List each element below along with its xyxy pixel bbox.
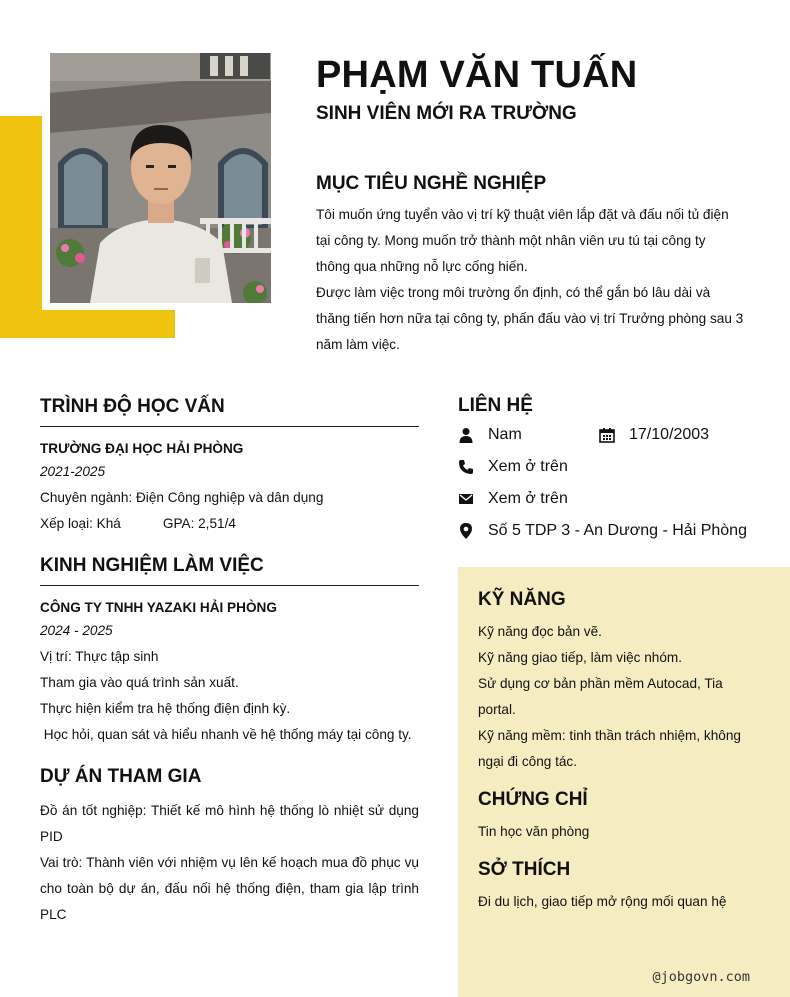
experience-line: Vị trí: Thực tập sinh [40,649,159,664]
objective-line: Tôi muốn ứng tuyển vào vị trí kỹ thuật viên lắp đặt và đấu nối tủ điện [316,207,729,222]
objective-line: thông qua những nỗ lực cống hiến. [316,259,528,274]
projects-heading: DỰ ÁN THAM GIA [40,766,202,787]
gender-value: Nam [488,426,522,443]
mail-icon [458,491,474,507]
education-period: 2021-2025 [40,464,106,479]
objective-line: Được làm việc trong môi trường ổn định, có thể gắn bó lâu dài và [316,285,711,300]
objective-line: tại công ty. Mong muốn trở thành một nhân viên ưu tú tại công ty [316,233,706,248]
skill-item: Kỹ năng giao tiếp, làm việc nhóm. [478,650,683,665]
phone-icon [458,459,474,475]
project-paragraph: Đồ án tốt nghiệp: Thiết kế mô hình hệ thống lò nhiệt sử dụng PID [40,803,419,844]
skill-item: Kỹ năng đọc bản vẽ. [478,624,602,639]
project-paragraph: Vai trò: Thành viên với nhiệm vụ lên kế hoạch mua đồ phục vụ cho toàn bộ dự án, đấu nối hệ thống điện, tham gia lập trình PLC [40,855,419,922]
experience-line: Tham gia vào quá trình sản xuất. [40,675,239,690]
email-value: Xem ở trên [488,490,568,507]
experience-line: Thực hiện kiểm tra hệ thống điện định kỳ. [40,701,291,716]
objective-line: thăng tiến hơn nữa tại công ty, phấn đấu vào vị trí Trưởng phòng sau 3 [316,311,744,326]
projects-section [40,766,419,928]
experience-section [40,555,419,748]
education-section [40,396,419,537]
education-grade-row [40,511,419,537]
hobby-item: Đi du lịch, giao tiếp mở rộng mối quan hệ [478,894,727,909]
candidate-role: SINH VIÊN MỚI RA TRƯỜNG [316,103,577,124]
company-name: CÔNG TY TNHH YAZAKI HẢI PHÒNG [40,600,277,615]
contact-address [458,522,747,540]
calendar-icon [599,427,615,443]
objective-heading: MỤC TIÊU NGHỀ NGHIỆP [316,173,547,194]
accent-bar-horizontal [0,310,175,338]
birthday-value: 17/10/2003 [629,426,710,443]
skills-heading: KỸ NĂNG [478,589,566,610]
certificate-item: Tin học văn phòng [478,824,590,839]
objective-text [316,202,756,358]
accent-bar-vertical [0,116,42,338]
certificates-block [478,789,750,845]
watermark: @jobgovn.com [652,969,750,985]
education-rank: Xếp loại: Khá [40,516,121,531]
skill-item: Kỹ năng mềm: tinh thần trách nhiệm, không ngại đi công tác. [478,728,741,769]
location-pin-icon [458,523,474,539]
contact-heading: LIÊN HỆ [458,395,533,416]
contact-gender [458,426,522,444]
education-gpa: GPA: 2,51/4 [162,516,236,531]
skills-block [478,589,750,775]
contact-birthday [599,426,709,444]
profile-photo [50,53,271,303]
education-heading: TRÌNH ĐỘ HỌC VẤN [40,396,419,427]
hobbies-heading: SỞ THÍCH [478,859,571,880]
address-value: Số 5 TDP 3 - An Dương - Hải Phòng [488,522,747,539]
school-name: TRƯỜNG ĐẠI HỌC HẢI PHÒNG [40,441,244,456]
certificates-heading: CHỨNG CHỈ [478,789,588,810]
contact-email [458,490,568,508]
experience-line: Học hỏi, quan sát và hiểu nhanh về hệ thống máy tại công ty. [40,727,412,742]
candidate-name: PHẠM VĂN TUẤN [316,54,638,96]
person-icon [458,427,474,443]
phone-value: Xem ở trên [488,458,568,475]
objective-line: năm làm việc. [316,337,400,352]
experience-heading: KINH NGHIỆM LÀM VIỆC [40,555,419,586]
education-major: Chuyên ngành: Điện Công nghiệp và dân dụng [40,490,324,505]
contact-phone [458,458,568,476]
skills-panel [458,567,790,997]
hobbies-block [478,859,750,915]
experience-period: 2024 - 2025 [40,623,113,638]
skill-item: Sử dụng cơ bản phần mềm Autocad, Tia portal. [478,676,723,717]
